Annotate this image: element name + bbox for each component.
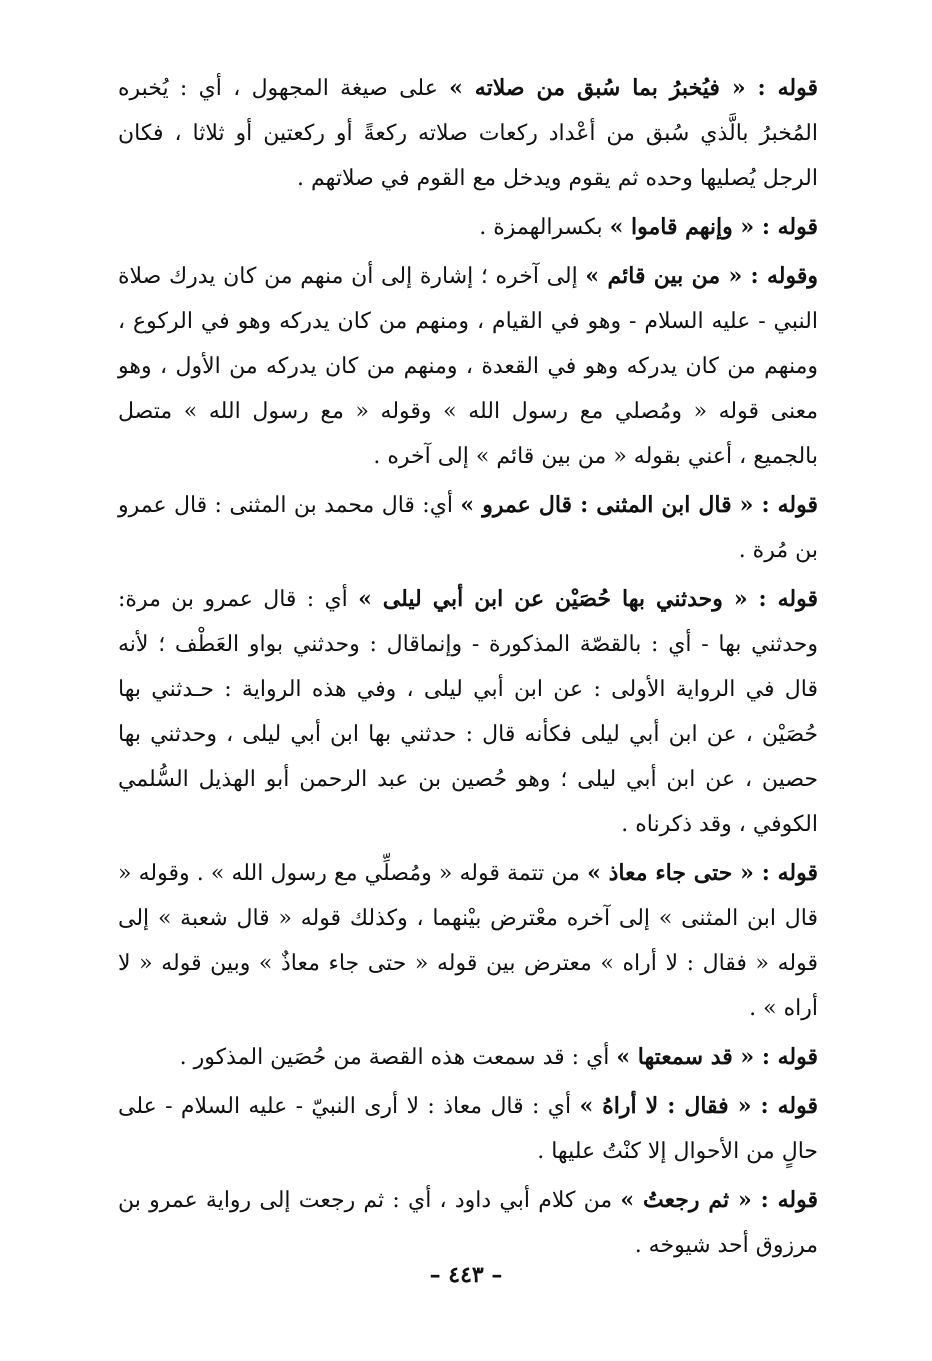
page-body <box>118 66 818 1272</box>
paragraph <box>118 1084 818 1174</box>
paragraph-text: على صيغة المجهول ، أي : يُخبره المُخبرُ بالَّذي سُبق من أعْداد ركعات صلاته ركعةً أو ركعتين أو ثلاثا ، فكان الرجل يُصليها وحده ثم يقوم ويدخل مع القوم في صلاتهم . <box>118 76 818 191</box>
paragraph <box>118 577 818 847</box>
paragraph-lead: وقوله : « من بين قائم » <box>585 263 818 289</box>
paragraph-text: أي: قال محمد بن المثنى : قال عمرو بن مُرة . <box>118 493 818 563</box>
paragraph-text: بكسرالهمزة . <box>479 215 610 240</box>
paragraph-lead: قوله : « حتى جاء معاذ » <box>587 860 818 886</box>
paragraph-text: إلى آخره ؛ إشارة إلى أن منهم من كان يدرك صلاة النبي - عليه السلام - وهو في القيام ، ومنهم من كان يدركه وهو في الركوع ، ومنهم من كان يدركه وهو في القعدة ، ومنهم من كان يدركه من الأول ، وهو معنى قوله « ومُصلي مع رسول الله » وقوله « مع رسول الله » متصل بالجميع ، أعني بقوله « من بين قائم » إلى آخره . <box>118 264 818 469</box>
paragraph <box>118 66 818 201</box>
paragraph <box>118 1178 818 1268</box>
paragraph-lead: قوله : « فيُخبرُ بما سُبق من صلاته » <box>449 75 818 101</box>
paragraph <box>118 254 818 479</box>
paragraph-text: من تتمة قوله « ومُصلِّي مع رسول الله » . وقوله « قال ابن المثنى » إلى آخره معْترض بيْنهما ، وكذلك قوله « قال شعبة » إلى قوله « فقال : لا أراه » معترض بين قوله « حتى جاء معاذٌ » وبين قوله « لا أراه » . <box>118 861 818 1021</box>
paragraph-text: أي : قال معاذ : لا أرى النبيّ - عليه السلام - على حالٍ من الأحوال إلا كنْتُ عليها . <box>118 1094 818 1164</box>
paragraph-lead: قوله : « قال ابن المثنى : قال عمرو » <box>460 492 818 518</box>
paragraph <box>118 1035 818 1080</box>
page-number: – ٤٤٣ – <box>429 1262 503 1288</box>
paragraph-text: من كلام أبي داود ، أي : ثم رجعت إلى رواية عمرو بن مرزوق أحد شيوخه . <box>118 1188 818 1258</box>
paragraph-lead: قوله : « قد سمعتها » <box>616 1044 818 1070</box>
paragraph-lead: قوله : « فقال : لا أراهُ » <box>579 1093 818 1119</box>
paragraph-lead: قوله : « وإنهم قاموا » <box>609 214 818 240</box>
paragraph <box>118 483 818 573</box>
paragraph <box>118 851 818 1031</box>
paragraph <box>118 205 818 250</box>
paragraph-lead: قوله : « وحدثني بها حُصَيْن عن ابن أبي ليلى » <box>358 586 818 612</box>
paragraph-lead: قوله : « ثم رجعتُ » <box>620 1187 818 1213</box>
paragraph-text: أي : قد سمعت هذه القصة من حُصَين المذكور . <box>179 1045 617 1070</box>
paragraph-text: أي : قال عمرو بن مرة: وحدثني بها - أي : بالقصّة المذكورة - وإنماقال : وحدثني بواو العَطْف ؛ لأنه قال في الرواية الأولى : عن ابن أبي ليلى ، وفي هذه الرواية : حـدثني بها حُصَيْن ، عن ابن أبي ليلى فكأنه قال : حدثني بها ابن أبي ليلى ، وحدثني بها حصين ، عن ابن أبي ليلى ؛ وهو حُصين بن عبد الرحمن أبو الهذيل السُّلمي الكوفي ، وقد ذكرناه . <box>118 587 818 837</box>
